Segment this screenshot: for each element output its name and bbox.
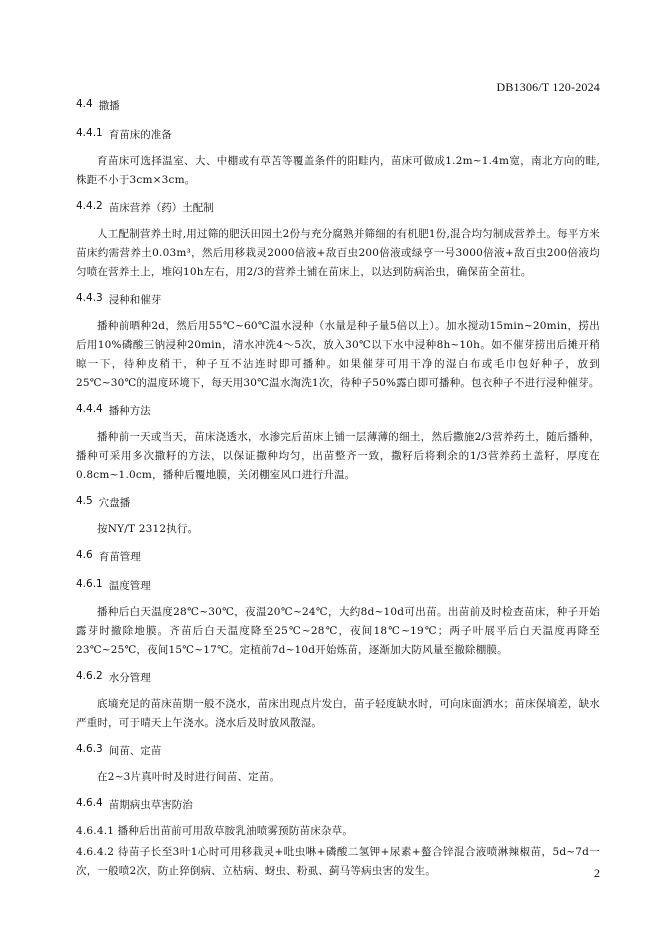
paragraph-soaking-germination: 播种前晒种2d，然后用55℃~60℃温水浸种（水量是种子量5倍以上）。加水搅动15min~20min，捞出后用10%磷酸三钠浸种20min，清水冲洗4～5次，放入30℃以下水中浸种8h~10h。如不催芽捞出后摊开稍晾一下，待种皮稍干，种子互不沾连时即可播种。如果催芽可用干净的湿白布或毛巾包好种子，放到25℃~30℃的温度环境下，每天用30℃温水淘洗1次，待种子50%露白即可播种。包衣种子不进行浸种催芽。 [76, 320, 600, 389]
document-body [76, 98, 600, 881]
paragraph-plug-tray: 按NY/T 2312执行。 [97, 523, 199, 535]
page-number: 2 [594, 866, 600, 880]
paragraph-sowing-method: 播种前一天或当天，苗床浇透水，水渗完后苗床上铺一层薄薄的细土，然后撒施2/3营养药土，随后播种，播种可采用多次撒籽的方法，以保证撒种均匀，出苗整齐一致，撒籽后将剩余的1/3营养药土盖籽，厚度在0.8cm~1.0cm，播种后覆地膜，关闭棚室风口进行升温。 [76, 431, 600, 481]
section-heading-4-5: 4.5 穴盘播 [76, 495, 131, 509]
paragraph-water: 底墒充足的苗床苗期一般不浇水，苗床出现点片发白，苗子轻度缺水时，可向床面洒水；苗床保墒差，缺水严重时，可于晴天上午浇水。浇水后及时放风散湿。 [76, 698, 600, 729]
section-heading-4-6-1: 4.6.1 温度管理 [76, 578, 151, 592]
paragraph-4-6-4-2: 4.6.4.2 待苗子长至3叶1心时可用移栽灵+吡虫啉+磷酸二氢钾+尿素+螯合锌混合液喷淋辣椒苗，5d~7d一次，一般喷2次，防止猝倒病、立枯病、蚜虫、粉虱、蓟马等病虫害的发生。 [76, 846, 600, 877]
section-heading-4-4-3: 4.4.3 浸种和催芽 [76, 292, 162, 306]
section-heading-4-6: 4.6 育苗管理 [76, 549, 141, 563]
paragraph-seedbed-prep: 育苗床可选择温室、大、中棚或有草苫等覆盖条件的阳畦内，苗床可做成1.2m~1.4m宽，南北方向的畦,株距不小于3cm×3cm。 [76, 155, 600, 186]
doc-id-header: DB1306/T 120-2024 [496, 80, 600, 94]
paragraph-4-6-4-1: 4.6.4.1 播种后出苗前可用敌草胺乳油喷雾预防苗床杂草。 [76, 825, 354, 837]
section-heading-4-4-2: 4.4.2 苗床营养（药）土配制 [76, 200, 214, 214]
section-heading-4-4-4: 4.4.4 播种方法 [76, 403, 151, 417]
section-heading-4-6-2: 4.6.2 水分管理 [76, 670, 151, 684]
section-heading-4-6-3: 4.6.3 间苗、定苗 [76, 743, 162, 757]
paragraph-temperature: 播种后白天温度28℃~30℃，夜温20℃~24℃，大约8d~10d可出苗。出苗前及时检查苗床，种子开始露芽时撤除地膜。齐苗后白天温度降至25℃~28℃，夜间18℃~19℃；两子叶展平后白天温度再降至23℃~25℃，夜间15℃~17℃。定植前7d~10d开始炼苗，逐渐加大防风量至撤除棚膜。 [76, 606, 600, 656]
section-heading-4-4-1: 4.4.1 育苗床的准备 [76, 127, 172, 141]
paragraph-thinning: 在2~3片真叶时及时进行间苗、定苗。 [97, 771, 281, 783]
section-heading-4-6-4: 4.6.4 苗期病虫草害防治 [76, 797, 193, 811]
paragraph-nutrient-soil: 人工配制营养土时,用过筛的肥沃田园土2份与充分腐熟并筛细的有机肥1份,混合均匀制成营养土。每平方米苗床约需营养土0.03m³，然后用移栽灵2000倍液+敌百虫200倍液或绿亨一号3000倍液+敌百虫200倍液均匀喷在营养土上，堆闷10h左右，用2/3的营养土铺在苗床上，以达到防病治虫，确保苗全苗壮。 [76, 228, 600, 278]
section-heading-4-4: 4.4 撒播 [76, 98, 120, 112]
